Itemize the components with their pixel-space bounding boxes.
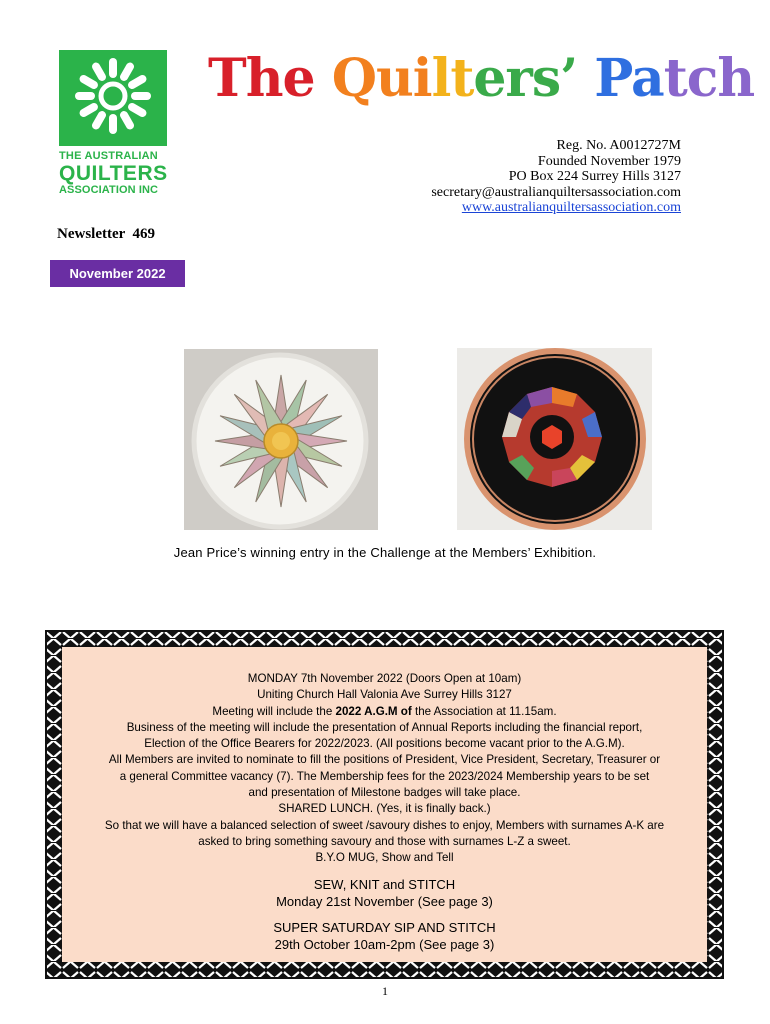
sip-title: SUPER SATURDAY SIP AND STITCH <box>273 919 496 935</box>
notice-line: and presentation of Milestone badges will take place. <box>248 786 521 800</box>
newsletter-number: Newsletter 469 <box>57 226 156 242</box>
sip-date: 29th October 10am-2pm (See page 3) <box>274 936 495 952</box>
title-part: lt <box>431 48 474 109</box>
notice-line: All Members are invited to nominate to fill the positions of President, Vice President, Secretary, Treasurer or <box>108 753 661 767</box>
notice-box <box>45 630 724 979</box>
meeting-date: MONDAY 7th November 2022 (Doors Open at 10am) <box>247 672 522 685</box>
photo-caption: Jean Price’s winning entry in the Challenge at the Members’ Exhibition. <box>173 545 597 560</box>
title-part: Pa <box>577 48 664 109</box>
title-part: Qui <box>314 48 432 109</box>
logo-line-2: QUILTERS <box>59 162 168 185</box>
notice-line: a general Committee vacancy (7). The Membership fees for the 2023/2024 Membership years to be set <box>119 769 650 783</box>
association-logo <box>59 50 167 196</box>
logo-line-3: ASSOCIATION INC <box>59 184 159 196</box>
month-badge: November 2022 <box>50 260 185 287</box>
notice-content <box>62 647 707 962</box>
title-part: The <box>208 48 315 109</box>
email-address: secretary@australianquiltersassociation.com <box>431 184 681 200</box>
address-block <box>431 138 681 216</box>
notice-line: Business of the meeting will include the presentation of Annual Reports including the financial report, <box>126 720 643 734</box>
flower-icon <box>59 50 167 146</box>
notice-line: Election of the Office Bearers for 2022/2023. (All positions become vacant prior to the A.G.M). <box>144 737 625 751</box>
logo-line-1: THE AUSTRALIAN <box>59 150 158 162</box>
embroidery-hoop-quilt-photo <box>457 348 652 530</box>
notice-line: asked to bring something savoury and those with surnames L-Z a sweet. <box>198 834 571 848</box>
notice-line: So that we will have a balanced selection of sweet /savoury dishes to enjoy, Members with surnames A-K are <box>104 818 665 832</box>
logo-emblem <box>59 50 167 146</box>
page-title <box>208 48 754 109</box>
reg-number: Reg. No. A0012727M <box>556 138 681 153</box>
title-part: tch <box>663 48 755 109</box>
agm-line: Meeting will include the 2022 A.G.M of the Association at 11.15am. <box>212 704 557 718</box>
sew-title: SEW, KNIT and STITCH <box>313 876 456 892</box>
sew-date: Monday 21st November (See page 3) <box>276 893 493 909</box>
title-part: ers’ <box>473 48 578 109</box>
page-number: 1 <box>382 984 388 998</box>
notice-line: B.Y.O MUG, Show and Tell <box>315 851 454 865</box>
founded-date: Founded November 1979 <box>537 153 681 169</box>
website-link[interactable]: www.australianquiltersassociation.com <box>461 200 681 216</box>
po-box: PO Box 224 Surrey Hills 3127 <box>508 169 681 185</box>
dresden-plate-quilt-photo <box>184 349 378 530</box>
notice-line: SHARED LUNCH. (Yes, it is finally back.) <box>278 802 491 816</box>
meeting-venue: Uniting Church Hall Valonia Ave Surrey Hills 3127 <box>257 688 512 702</box>
